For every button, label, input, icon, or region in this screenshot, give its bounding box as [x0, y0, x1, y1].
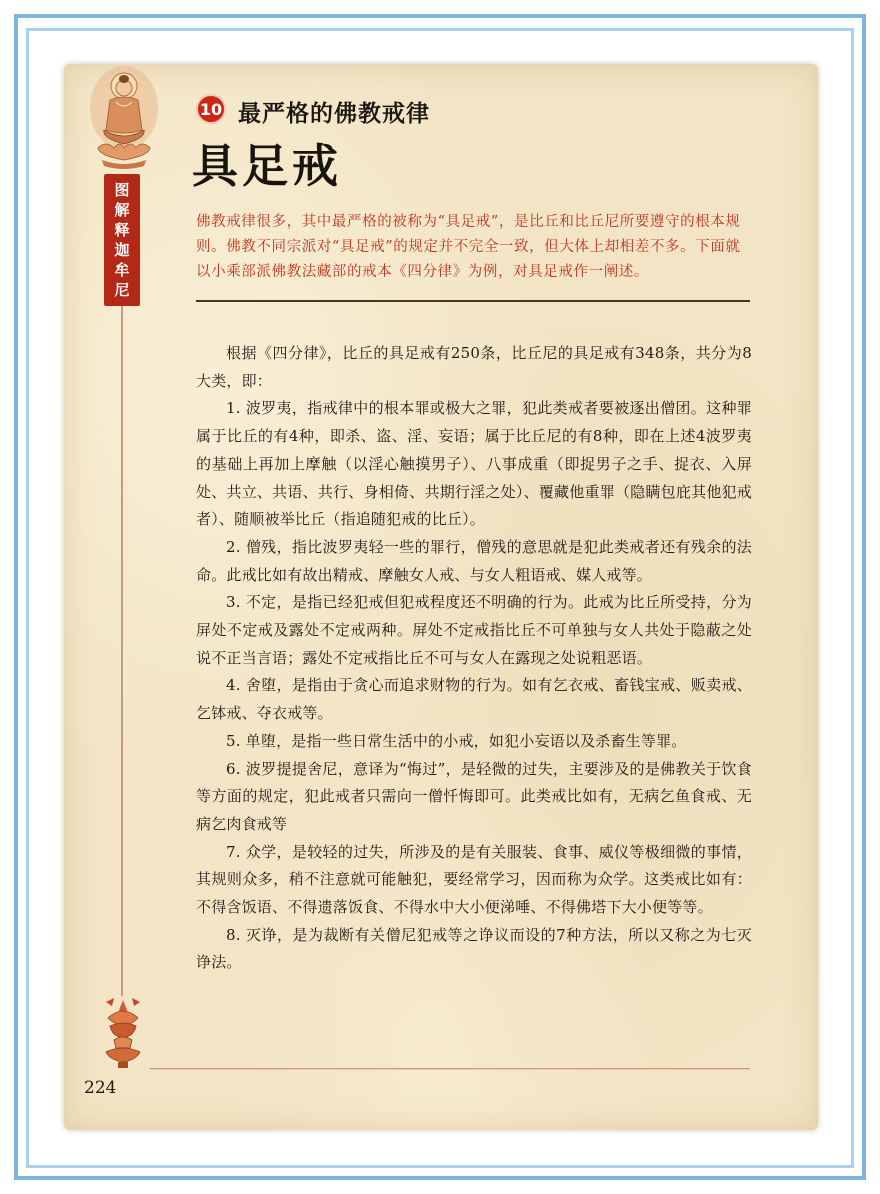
body-paragraph: 6. 波罗提提舍尼，意译为“悔过”，是轻微的过失，主要涉及的是佛教关于饮食等方面的规定，犯此戒者只需向一僧忏悔即可。此类戒比如有，无病乞鱼食戒、无病乞肉食戒等 — [196, 759, 752, 833]
body-paragraph: 3. 不定，是指已经犯戒但犯戒程度还不明确的行为。此戒为比丘所受持，分为屏处不定戒及露处不定戒两种。屏处不定戒指比丘不可单独与女人共处于隐蔽之处说不正当言语；露处不定戒指比丘不可与女人在露现之处说粗恶语。 — [196, 593, 752, 667]
body-paragraph: 7. 众学，是较轻的过失，所涉及的是有关服装、食事、威仪等极细微的事情，其规则众多，稍不注意就可能触犯，要经常学习，因而称为众学。这类戒比如有：不得含饭语、不得遗落饭食、不得水中大小便涕唾、不得佛塔下大小便等等。 — [196, 842, 752, 917]
series-title-char: 尼 — [114, 281, 130, 299]
body-paragraph: 2. 僧残，指比波罗夷轻一些的罪行，僧残的意思就是犯此类戒者还有残余的法命。此戒比如有故出精戒、摩触女人戒、与女人粗语戒、媒人戒等。 — [196, 537, 752, 584]
page-number: 224 — [84, 1078, 117, 1098]
body-paragraph: 4. 舍堕，是指由于贪心而追求财物的行为。如有乞衣戒、畜钱宝戒、贩卖戒、乞钵戒、夺衣戒等。 — [196, 676, 752, 723]
buddha-figure-icon — [86, 64, 162, 174]
series-title-char: 图 — [114, 181, 130, 199]
series-title-char: 迦 — [114, 241, 130, 259]
body-paragraph: 根据《四分律》，比丘的具足戒有250条，比丘尼的具足戒有348条，共分为8大类，即： — [196, 344, 752, 390]
series-title-char: 牟 — [114, 261, 130, 279]
footer-divider — [150, 1068, 750, 1069]
series-title-band — [104, 174, 140, 306]
page-title: 具足戒 — [192, 139, 342, 193]
section-number-badge: 10 — [196, 94, 226, 124]
body-paragraph: 5. 单堕，是指一些日常生活中的小戒，如犯小妄语以及杀畜生等罪。 — [226, 731, 687, 750]
body-text — [196, 340, 752, 977]
series-title-char: 解 — [114, 201, 130, 219]
body-paragraph: 8. 灭诤，是为裁断有关僧尼犯戒等之诤议而设的7种方法，所以又称之为七灭诤法。 — [196, 925, 752, 972]
intro-divider — [196, 300, 750, 302]
series-title-char: 释 — [114, 221, 130, 239]
intro-paragraph: 佛教戒律很多，其中最严格的被称为“具足戒”，是比丘和比丘尼所要遵守的根本规则。佛教不同宗派对“具足戒”的规定并不完全一致，但大体上却相差不多。下面就以小乘部派佛教法藏部的戒本《四分律》为例，对具足戒作一阐述。 — [196, 214, 741, 280]
body-paragraph: 1. 波罗夷，指戒律中的根本罪或极大之罪，犯此类戒者要被逐出僧团。这种罪属于比丘的有4种，即杀、盗、淫、妄语；属于比丘尼的有8种，即在上述4波罗夷的基础上再加上摩触（以淫心触摸男子）、八事成重（即捉男子之手、捉衣、入屏处、共立、共语、共行、身相倚、共期行淫之处）、覆藏他重罪（隐瞒包庇其他犯戒者）、随顺被举比丘（指追随犯戒的比丘）。 — [196, 399, 752, 529]
side-divider-line — [121, 306, 123, 996]
lotus-ornament-icon — [100, 996, 146, 1070]
section-subtitle: 最严格的佛教戒律 — [238, 101, 430, 127]
